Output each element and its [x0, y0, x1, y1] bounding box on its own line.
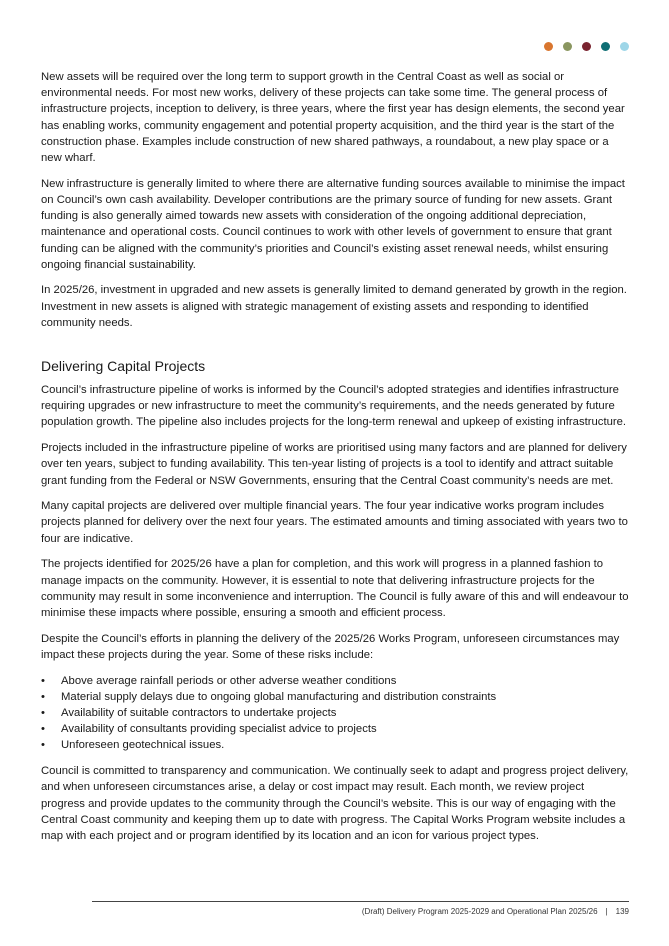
list-item: • Above average rainfall periods or other adverse weather conditions — [41, 673, 631, 689]
dot-teal — [601, 42, 610, 51]
decorative-dots — [544, 42, 629, 51]
dot-orange — [544, 42, 553, 51]
paragraph: The projects identified for 2025/26 have a plan for completion, and this work will progress in a planned fashion to manage impacts on the community. However, it is essential to note that delivering infrastructure projects for the community may result in some inconvenience and interruption. The Council is fully aware of this and will endeavour to minimise these impacts where possible, ensuring a smooth and efficient process. — [41, 558, 629, 619]
page-content — [41, 69, 631, 854]
dot-light-blue — [620, 42, 629, 51]
list-item: • Material supply delays due to ongoing global manufacturing and distribution constraints — [41, 689, 631, 705]
page-footer — [362, 906, 629, 918]
dot-maroon — [582, 42, 591, 51]
paragraph: New assets will be required over the long term to support growth in the Central Coast as well as social or environmental needs. For most new works, delivery of these projects can take some time. The general process of infrastructure projects, inception to delivery, is three years, where the first year has design elements, the second year has enabling works, community engagement and potential property acquisition, and the third year is the start of the construction phase. Examples include construction of new shared pathways, a roundabout, a new play space or a new wharf. — [41, 71, 625, 165]
paragraph: Council’s infrastructure pipeline of works is informed by the Council’s adopted strategies and identifies infrastructure requiring upgrades or new infrastructure to meet the community’s requirements, and the needs generated by future population growth. The pipeline also includes projects for the long-term renewal and upkeep of existing infrastructure. — [41, 384, 627, 429]
list-item: • Availability of consultants providing specialist advice to projects — [41, 721, 631, 737]
dot-olive — [563, 42, 572, 51]
section-heading: Delivering Capital Projects — [41, 358, 206, 375]
paragraph: Projects included in the infrastructure pipeline of works are prioritised using many factors and are planned for delivery over ten years, subject to funding availability. This ten-year listing of projects is a tool to identify and attract suitable grant funding from the Federal or NSW Governments, ensuring that the Central Coast community’s needs are met. — [41, 442, 627, 487]
list-item: • Unforeseen geotechnical issues. — [41, 737, 631, 753]
risks-list — [41, 673, 631, 754]
paragraph: In 2025/26, investment in upgraded and new assets is generally limited to demand generated by growth in the region. Investment in new assets is aligned with strategic management of existing assets and responding to identified community needs. — [41, 284, 627, 329]
page-number: 139 — [615, 907, 629, 916]
paragraph: Council is committed to transparency and communication. We continually seek to adapt and progress project delivery, and when unforeseen circumstances arise, a delay or cost impact may result. Each month, we review project progress and provide updates to the community through the Council’s website. This is our way of engaging with the Central Coast community and keeping them up to date with progress. The Capital Works Program website includes a map with each project and or program identified by its location and an icon for various project types. — [41, 765, 629, 842]
paragraph: Despite the Council’s efforts in planning the delivery of the 2025/26 Works Program, unforeseen circumstances may impact these projects during the year. Some of these risks include: — [41, 632, 620, 661]
footer-separator: | — [605, 907, 608, 916]
list-item: • Availability of suitable contractors to undertake projects — [41, 705, 631, 721]
footer-doc-title: (Draft) Delivery Program 2025-2029 and Operational Plan 2025/26 — [361, 907, 598, 916]
footer-divider — [92, 901, 629, 902]
paragraph: New infrastructure is generally limited to where there are alternative funding sources available to minimise the impact on Council’s own cash availability. Developer contributions are the primary source of funding for new assets. Grant funding is also generally aimed towards new assets with consideration of the ongoing additional depreciation, maintenance and operational costs. Council continues to work with other levels of government to ensure that grant funding can be aligned with the community’s priorities and Council’s existing asset renewal needs, whilst ensuring ongoing financial sustainability. — [41, 177, 625, 271]
paragraph: Many capital projects are delivered over multiple financial years. The four year indicative works program includes projects planned for delivery over the next four years. The estimated amounts and timing associated with years two to four are indicative. — [41, 500, 628, 545]
